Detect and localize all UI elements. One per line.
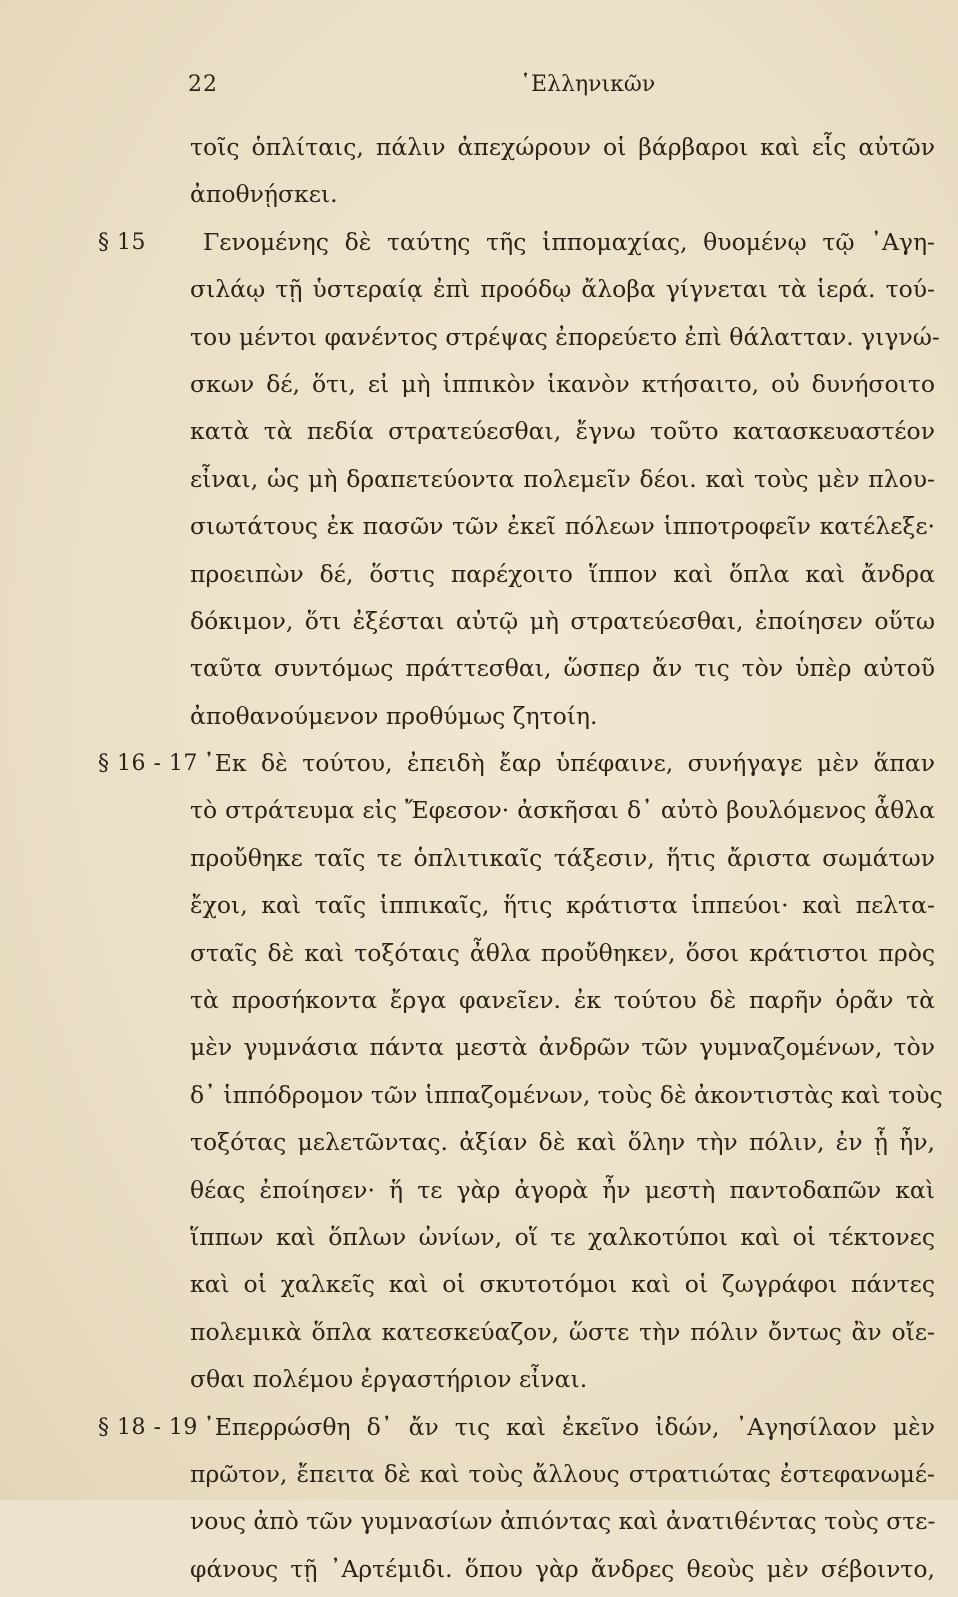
text-line bbox=[0, 1218, 958, 1265]
line-text: ᾿Εκ δὲ τούτου, ἐπειδὴ ἔαρ ὑπέφαινε, συνήγαγε μὲν ἅπαν bbox=[203, 749, 935, 778]
text-line bbox=[0, 1502, 958, 1549]
text-line bbox=[0, 791, 958, 838]
text-line bbox=[0, 1265, 958, 1312]
text-line bbox=[0, 981, 958, 1028]
running-title: ῾Ελληνικῶν bbox=[520, 72, 656, 97]
text-line bbox=[0, 1408, 958, 1455]
section-marker: § 16 - 17 bbox=[98, 751, 198, 777]
line-text: ἀποθανούμενον προθύμως ζητοίη. bbox=[190, 701, 598, 730]
text-line bbox=[0, 1313, 958, 1360]
line-text: προὔθηκε ταῖς τε ὁπλιτικαῖς τάξεσιν, ἥτις ἄριστα σωμάτων bbox=[190, 843, 935, 872]
text-line bbox=[0, 1076, 958, 1123]
line-text: σθαι πολέμου ἐργαστήριον εἶναι. bbox=[190, 1365, 588, 1394]
line-text: φάνους τῇ ᾿Αρτέμιδι. ὅπου γὰρ ἄνδρες θεοὺς μὲν σέβοιντο, bbox=[190, 1554, 935, 1583]
text-line bbox=[0, 1123, 958, 1170]
text-line bbox=[0, 1360, 958, 1407]
line-text: ταῦτα συντόμως πράττεσθαι, ὥσπερ ἄν τις τὸν ὑπὲρ αὐτοῦ bbox=[190, 654, 935, 683]
text-line bbox=[0, 270, 958, 317]
line-text: μὲν γυμνάσια πάντα μεστὰ ἀνδρῶν τῶν γυμναζομένων, τὸν bbox=[190, 1033, 935, 1062]
text-line bbox=[0, 507, 958, 554]
text-line bbox=[0, 1028, 958, 1075]
section-marker: § 15 bbox=[98, 229, 146, 255]
section-marker: § 18 - 19 bbox=[98, 1414, 198, 1440]
text-line bbox=[0, 602, 958, 649]
page-number: 22 bbox=[188, 72, 218, 97]
line-text: σκων δέ, ὅτι, εἰ μὴ ἱππικὸν ἱκανὸν κτήσαιτο, οὐ δυνήσοιτο bbox=[190, 369, 935, 398]
line-text: δ᾿ ἱππόδρομον τῶν ἱππαζομένων, τοὺς δὲ ἀκοντιστὰς καὶ τοὺς bbox=[190, 1080, 943, 1109]
line-text: Γενομένης δὲ ταύτης τῆς ἱππομαχίας, θυομένῳ τῷ ᾿Αγη- bbox=[203, 227, 935, 256]
line-text: εἶναι, ὡς μὴ δραπετεύοντα πολεμεῖν δέοι. καὶ τοὺς μὲν πλου- bbox=[190, 464, 935, 493]
text-line bbox=[0, 223, 958, 270]
text-line bbox=[0, 934, 958, 981]
text-line bbox=[0, 365, 958, 412]
page-header bbox=[0, 72, 958, 106]
line-text: δόκιμον, ὅτι ἐξέσται αὐτῷ μὴ στρατεύεσθαι, ἐποίησεν οὕτω bbox=[190, 606, 935, 635]
text-line bbox=[0, 128, 958, 175]
line-text: κατὰ τὰ πεδία στρατεύεσθαι, ἔγνω τοῦτο κατασκευαστέον bbox=[190, 417, 935, 446]
text-line bbox=[0, 1171, 958, 1218]
text-line bbox=[0, 555, 958, 602]
line-text: τοξότας μελετῶντας. ἀξίαν δὲ καὶ ὅλην τὴν πόλιν, ἐν ᾗ ἦν, bbox=[190, 1128, 935, 1157]
line-text: πολεμικὰ ὅπλα κατεσκεύαζον, ὥστε τὴν πόλιν ὄντως ἂν οἴε- bbox=[190, 1317, 935, 1346]
line-text: σιλάῳ τῇ ὑστεραίᾳ ἐπὶ προόδῳ ἄλοβα γίγνεται τὰ ἱερά. τού- bbox=[190, 275, 935, 304]
text-line bbox=[0, 460, 958, 507]
line-text: ἵππων καὶ ὅπλων ὠνίων, οἵ τε χαλκοτύποι καὶ οἱ τέκτονες bbox=[190, 1222, 935, 1251]
line-text: τοῖς ὁπλίταις, πάλιν ἀπεχώρουν οἱ βάρβαροι καὶ εἷς αὐτῶν bbox=[190, 133, 935, 161]
text-line bbox=[0, 839, 958, 886]
text-line bbox=[0, 318, 958, 365]
line-text: τὰ προσήκοντα ἔργα φανεῖεν. ἐκ τούτου δὲ παρῆν ὁρᾶν τὰ bbox=[190, 986, 935, 1015]
text-line bbox=[0, 744, 958, 791]
line-text: σταῖς δὲ καὶ τοξόταις ἆθλα προὔθηκεν, ὅσοι κράτιστοι πρὸς bbox=[190, 938, 935, 967]
text-line bbox=[0, 649, 958, 696]
text-line bbox=[0, 697, 958, 744]
line-text: καὶ οἱ χαλκεῖς καὶ οἱ σκυτοτόμοι καὶ οἱ ζωγράφοι πάντες bbox=[190, 1270, 935, 1299]
line-text: σιωτάτους ἐκ πασῶν τῶν ἐκεῖ πόλεων ἱπποτροφεῖν κατέλεξε· bbox=[190, 512, 935, 541]
line-text: θέας ἐποίησεν· ἥ τε γὰρ ἀγορὰ ἦν μεστὴ παντοδαπῶν καὶ bbox=[190, 1175, 935, 1204]
line-text: προειπὼν δέ, ὅστις παρέχοιτο ἵππον καὶ ὅπλα καὶ ἄνδρα bbox=[190, 559, 935, 588]
line-text: του μέντοι φανέντος στρέψας ἐπορεύετο ἐπὶ θάλατταν. γιγνώ- bbox=[190, 322, 940, 351]
text-line bbox=[0, 1550, 958, 1597]
line-text: ἔχοι, καὶ ταῖς ἱππικαῖς, ἥτις κράτιστα ἱππεύοι· καὶ πελτα- bbox=[190, 891, 935, 920]
text-line bbox=[0, 1455, 958, 1502]
line-text: τὸ στράτευμα εἰς Ἔφεσον· ἀσκῆσαι δ᾿ αὐτὸ βουλόμενος ἆθλα bbox=[190, 796, 935, 825]
line-text: πρῶτον, ἔπειτα δὲ καὶ τοὺς ἄλλους στρατιώτας ἐστεφανωμέ- bbox=[190, 1459, 935, 1488]
text-line bbox=[0, 886, 958, 933]
line-text: ᾿Επερρώσθη δ᾿ ἄν τις καὶ ἐκεῖνο ἰδών, ᾿Αγησίλαον μὲν bbox=[203, 1412, 935, 1441]
line-text: νους ἀπὸ τῶν γυμνασίων ἀπιόντας καὶ ἀνατιθέντας τοὺς στε- bbox=[190, 1507, 936, 1536]
text-line bbox=[0, 175, 958, 222]
line-text: ἀποθνῄσκει. bbox=[190, 180, 338, 209]
text-block bbox=[0, 128, 958, 1597]
text-line bbox=[0, 412, 958, 459]
